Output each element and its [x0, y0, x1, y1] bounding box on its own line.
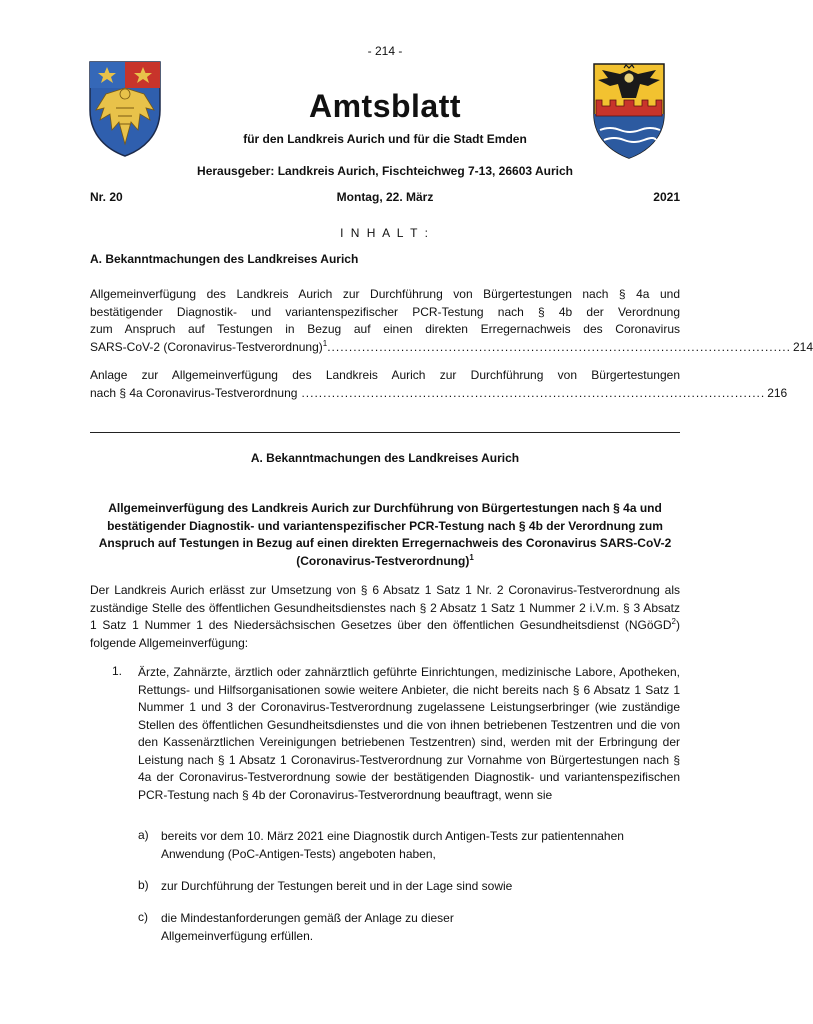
- sub-item-line: zur Durchführung der Testungen bereit und in der Lage sind sowie: [161, 879, 513, 893]
- sub-item-text: [161, 878, 680, 896]
- section-heading: A. Bekanntmachungen des Landkreises Aurich: [250, 451, 520, 465]
- list-item-number: 1.: [112, 664, 123, 678]
- decree-title: [90, 500, 680, 570]
- toc-page-number: 216: [767, 385, 788, 400]
- footnote-ref: 2: [671, 617, 676, 626]
- decree-title-line: Allgemeinverfügung des Landkreis Aurich zur Durchführung von Bürgertestungen nach § 4a und: [108, 501, 662, 515]
- toc-entry-text: SARS-CoV-2 (Coronavirus-Testverordnung): [90, 339, 323, 354]
- toc-leader: ...........................................................................................................: [327, 339, 791, 354]
- issue-year: 2021: [653, 190, 680, 204]
- masthead-subtitle: für den Landkreis Aurich und für die Stadt Emden: [243, 132, 527, 146]
- toc-entry-line: Anlage zur Allgemeinverfügung des Landkreis Aurich zur Durchführung von Bürgertestungen: [90, 368, 680, 382]
- toc-entry-line: bestätigender Diagnostik- und variantenspezifischer PCR-Testung nach § 4b der Verordnung: [90, 304, 680, 319]
- toc-entry[interactable]: [90, 286, 813, 356]
- toc-entry-last-line: [90, 385, 788, 403]
- footnote-ref: 1: [469, 552, 474, 562]
- sub-item-text: [161, 828, 680, 863]
- toc-leader: ...........................................................................................................: [301, 385, 766, 400]
- decree-title-line: bestätigender Diagnostik- und variantenspezifischer PCR-Testung nach § 4b der Verordnung zum: [107, 518, 663, 533]
- contents-heading: I N H A L T :: [340, 226, 430, 240]
- sub-item-line: Allgemeinverfügung erfüllen.: [161, 928, 314, 943]
- toc-entry[interactable]: [90, 367, 788, 402]
- toc-page-number: 214: [792, 339, 813, 354]
- sub-item-label: a): [138, 828, 149, 842]
- sub-item-text: [161, 910, 680, 945]
- intro-paragraph: [90, 582, 680, 652]
- decree-title-line: Anspruch auf Testungen in Bezug auf einen direkten Erregernachweis des Coronavirus SARS-CoV-2: [98, 536, 672, 550]
- toc-section-title: A. Bekanntmachungen des Landkreises Aurich: [90, 252, 359, 266]
- sub-item-line: die Mindestanforderungen gemäß der Anlage zu dieser: [161, 911, 454, 925]
- toc-entry-line: zum Anspruch auf Testungen in Bezug auf einen direkten Erregernachweis des Coronavirus: [90, 322, 680, 336]
- masthead-title: Amtsblatt: [308, 88, 462, 124]
- issue-number: Nr. 20: [90, 190, 123, 204]
- sub-item-label: b): [138, 878, 149, 892]
- decree-title-line: (Coronavirus-Testverordnung): [296, 553, 470, 568]
- intro-text: Der Landkreis Aurich erlässt zur Umsetzung von § 6 Absatz 1 Satz 1 Nr. 2 Coronavirus-Testverordnung als zuständige Stelle des öffentlichen Gesundheitsdienstes nach § 2 Absatz 1 Satz 1 Nummer 2 i.V.m. § 3 Absatz 1 Satz 1 Nummer 1 des Niedersächsischen Gesetzes über den öffentlichen Gesundheitsdienst (NGöGD: [90, 583, 680, 632]
- toc-entry-text: nach § 4a Coronavirus-Testverordnung: [90, 385, 298, 400]
- toc-entry-last-line: [90, 338, 813, 357]
- toc-entry-line: Allgemeinverfügung des Landkreis Aurich zur Durchführung von Bürgertestungen nach § 4a und: [90, 287, 680, 301]
- list-item-text: Ärzte, Zahnärzte, ärztlich oder zahnärztlich geführte Einrichtungen, medizinische Labore, Apotheken, Rettungs- und Hilfsorganisationen sowie weitere Anbieter, die nicht bereits nach § 6 Absatz 1 Satz 1 Nummer 1 und 3 der Coronavirus-Testverordnung zugelassene Leistungserbringer (wie zuständige Stellen des öffentlichen Gesundheitsdienstes und die von ihnen betriebenen Testzentren und die von den Kassenärztlichen Vereinigungen betriebenen Testzentren) sind, werden mit der Erbringung der Leistung nach § 1 Absatz 1 Coronavirus-Testverordnung zur Vornahme von Bürgertestungen nach § 4a der Coronavirus-Testverordnung sowie der bestätigenden Diagnostik- und variantenspezifischen PCR-Testung nach § 4b der Coronavirus-Testverordnung beauftragt, wenn sie: [138, 665, 680, 802]
- issue-date: Montag, 22. März: [336, 190, 434, 204]
- sub-item-line: Anwendung (PoC-Antigen-Tests) angeboten haben,: [161, 846, 436, 861]
- footnote-ref: 1: [322, 338, 328, 348]
- sub-item-line: bereits vor dem 10. März 2021 eine Diagnostik durch Antigen-Tests zur patientennahen: [161, 829, 624, 843]
- page-number: - 214 -: [367, 44, 403, 58]
- publisher-line: Herausgeber: Landkreis Aurich, Fischteichweg 7-13, 26603 Aurich: [197, 164, 573, 178]
- divider: [90, 432, 680, 433]
- sub-item-label: c): [138, 910, 148, 924]
- intro-text-end: ) folgende Allgemeinverfügung:: [90, 618, 680, 650]
